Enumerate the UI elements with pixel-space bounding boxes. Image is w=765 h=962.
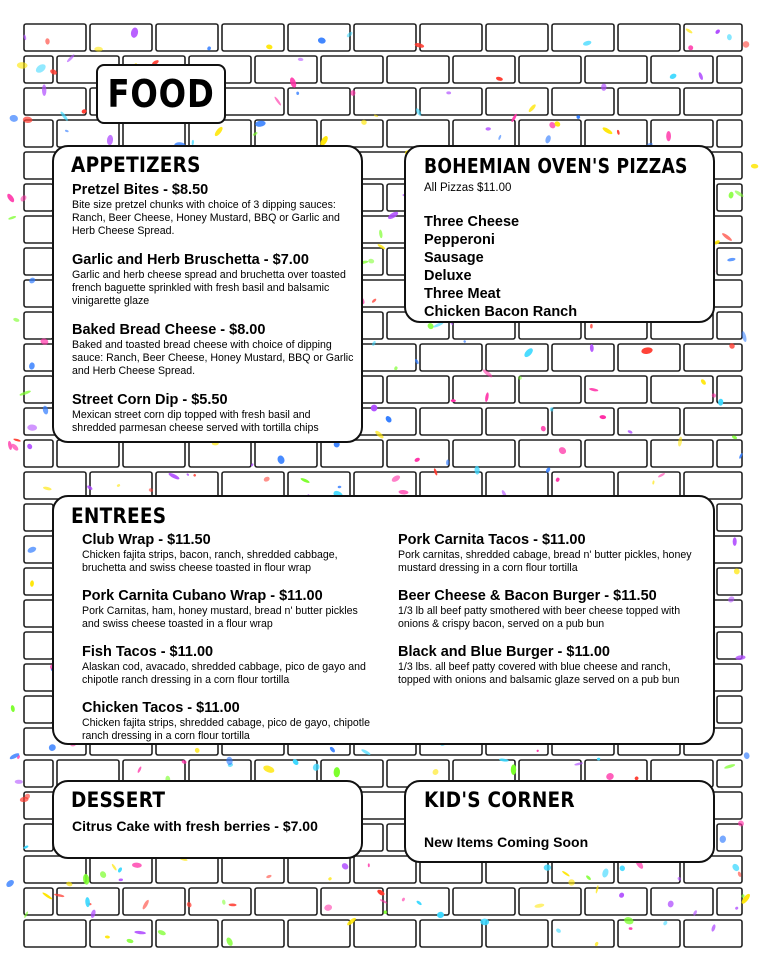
pizza-item: Three Cheese (424, 214, 520, 230)
brick (288, 856, 350, 883)
item-description: Pork carnitas, shredded cabage, bread n' butter pickles, honey mustard dressing in a corn flour tortilla (398, 549, 692, 574)
brick (321, 120, 383, 147)
kids-corner-note: New Items Coming Soon (424, 834, 589, 850)
item-description: Baked and toasted bread cheese with choice of dipping sauce: Ranch, Beer Cheese, Honey Mustard, BBQ or Garlic and Herb Cheese Spread. (72, 339, 354, 377)
brick (24, 248, 53, 275)
dessert-section (52, 780, 363, 859)
brick (255, 888, 317, 915)
brick (585, 120, 647, 147)
menu-item (398, 532, 698, 575)
brick (354, 344, 416, 371)
entrees-left-column (82, 532, 372, 756)
item-description: Bite size pretzel chunks with choice of 3 dipping sauces: Ranch, Beer Cheese, Honey Mustard, BBQ or Garlic and Herb Cheese Spread. (72, 199, 340, 237)
brick (717, 120, 742, 147)
brick (684, 920, 742, 947)
paint-drop (5, 879, 15, 889)
brick (24, 632, 53, 659)
entrees-right-column (398, 532, 698, 700)
paint-drop (463, 340, 466, 343)
item-description: Chicken fajita strips, shredded cabage, pico de gayo, chipotle ranch dressing in a corn flour tortilla (82, 717, 370, 742)
dessert-item: Citrus Cake with fresh berries - $7.00 (72, 818, 318, 834)
paint-drop (13, 438, 21, 442)
brick (387, 440, 449, 467)
brick (453, 56, 515, 83)
brick (585, 440, 647, 467)
pizza-item: Sausage (424, 250, 484, 266)
brick (420, 920, 482, 947)
brick (552, 408, 614, 435)
paint-drop (743, 752, 750, 760)
brick (552, 344, 614, 371)
brick (618, 88, 680, 115)
brick (486, 24, 548, 51)
brick (552, 920, 614, 947)
brick (24, 920, 86, 947)
brick (354, 408, 416, 435)
brick (717, 888, 742, 915)
brick (387, 56, 449, 83)
brick (24, 376, 53, 403)
kids-corner-section (404, 780, 715, 863)
brick (651, 56, 713, 83)
brick (618, 24, 680, 51)
paint-drop (733, 537, 737, 546)
brick (717, 56, 742, 83)
brick (420, 408, 482, 435)
item-description: Garlic and herb cheese spread and bruchetta over toasted french baguette sprinkled with fresh basil and balsamic vinigarette glaze (72, 269, 346, 307)
brick (717, 632, 742, 659)
brick (717, 440, 742, 467)
item-name: Club Wrap - $11.50 (82, 532, 211, 548)
brick (222, 856, 284, 883)
menu-item (82, 532, 372, 575)
item-name: Pork Carnita Cubano Wrap - $11.00 (82, 588, 323, 604)
brick (123, 120, 185, 147)
brick (486, 408, 548, 435)
brick (519, 56, 581, 83)
brick (354, 920, 416, 947)
menu-title-text: FOOD (107, 72, 215, 116)
brick (387, 120, 449, 147)
brick (585, 56, 647, 83)
item-name: Street Corn Dip - $5.50 (72, 392, 228, 408)
brick (585, 888, 647, 915)
brick (618, 920, 680, 947)
menu-item (398, 588, 698, 631)
brick (24, 504, 53, 531)
item-description: Pork Carnitas, ham, honey mustard, bread n' butter pickles and swiss cheese toasted in a flour wrap (82, 605, 358, 630)
brick (453, 888, 515, 915)
pizzas-heading: BOHEMIAN OVEN'S PIZZAS (424, 154, 688, 178)
brick (24, 120, 53, 147)
paint-drop (743, 41, 750, 48)
appetizers-heading: APPETIZERS (71, 153, 201, 177)
brick (717, 248, 742, 275)
paint-drop (10, 705, 15, 713)
brick (24, 312, 53, 339)
item-name: Black and Blue Burger - $11.00 (398, 644, 610, 660)
brick (387, 376, 449, 403)
pizza-item: Deluxe (424, 268, 472, 284)
brick (552, 24, 614, 51)
brick (354, 856, 416, 883)
brick (24, 888, 53, 915)
item-description: Alaskan cod, avacado, shredded cabbage, pico de gayo and chipotle ranch dressing in a corn flour tortilla (82, 661, 366, 686)
paint-drop (666, 131, 671, 141)
item-name: Beer Cheese & Bacon Burger - $11.50 (398, 588, 657, 604)
menu-item (72, 322, 354, 378)
brick (24, 568, 53, 595)
brick (486, 344, 548, 371)
menu-item (82, 588, 372, 631)
pizza-item: Three Meat (424, 286, 501, 302)
brick (486, 920, 548, 947)
item-name: Pretzel Bites - $8.50 (72, 182, 209, 198)
brick (717, 760, 742, 787)
brick (717, 696, 742, 723)
brick (288, 24, 350, 51)
menu-item (82, 700, 372, 743)
brick (453, 120, 515, 147)
brick (420, 344, 482, 371)
brick (354, 24, 416, 51)
item-name: Fish Tacos - $11.00 (82, 644, 214, 660)
brick (717, 504, 742, 531)
brick (684, 408, 742, 435)
kids-corner-heading: KID'S CORNER (424, 788, 575, 812)
brick (354, 88, 416, 115)
pizza-price: All Pizzas $11.00 (424, 182, 512, 194)
brick (24, 856, 86, 883)
item-description: Mexican street corn dip topped with fresh basil and shredded parmesan cheese served with tortilla chips (72, 409, 319, 434)
brick (321, 56, 383, 83)
brick (222, 88, 284, 115)
menu-item (82, 644, 372, 687)
brick (24, 824, 53, 851)
brick (519, 376, 581, 403)
item-description: 1/3 lbs. all beef patty covered with blue cheese and ranch, topped with onions and balsamic glaze served on a pub bun (398, 661, 680, 686)
brick (453, 440, 515, 467)
brick (453, 376, 515, 403)
brick (24, 760, 53, 787)
brick (24, 184, 53, 211)
item-name: Pork Carnita Tacos - $11.00 (398, 532, 586, 548)
pizzas-section (404, 145, 715, 323)
brick (24, 88, 86, 115)
entrees-heading: ENTREES (71, 504, 167, 528)
brick (552, 88, 614, 115)
brick (420, 88, 482, 115)
brick (717, 312, 742, 339)
pizza-list (424, 213, 577, 321)
brick (288, 920, 350, 947)
brick (420, 24, 482, 51)
menu-item (72, 182, 354, 238)
brick (486, 88, 548, 115)
item-description: 1/3 lb all beef patty smothered with beer cheese topped with onions & crispy bacon, served on a pub bun (398, 605, 681, 630)
paint-drop (13, 317, 20, 322)
pizza-item: Chicken Bacon Ranch (424, 304, 578, 320)
brick (321, 888, 383, 915)
brick (255, 56, 317, 83)
brick (24, 696, 53, 723)
brick (519, 440, 581, 467)
brick (651, 888, 713, 915)
brick (222, 24, 284, 51)
item-name: Chicken Tacos - $11.00 (82, 700, 240, 716)
appetizers-section (52, 145, 363, 443)
entrees-section (52, 495, 715, 745)
paint-drop (9, 114, 18, 122)
pizza-item: Pepperoni (424, 232, 495, 248)
appetizers-list (72, 182, 354, 449)
menu-title (96, 64, 226, 124)
dessert-heading: DESSERT (71, 788, 166, 812)
brick (684, 88, 742, 115)
brick (618, 408, 680, 435)
brick (519, 888, 581, 915)
item-name: Baked Bread Cheese - $8.00 (72, 322, 266, 338)
menu-item (398, 644, 698, 687)
brick (651, 120, 713, 147)
brick (189, 888, 251, 915)
brick (123, 888, 185, 915)
menu-item (72, 252, 354, 308)
paint-drop (751, 164, 759, 169)
item-description: Chicken fajita strips, bacon, ranch, shredded cabbage, bruchetta and swiss cheese toasted in flour wrap (82, 549, 338, 574)
brick (651, 440, 713, 467)
paint-drop (8, 215, 17, 220)
brick (24, 24, 86, 51)
paint-drop (15, 780, 23, 784)
menu-item (72, 392, 354, 435)
item-name: Garlic and Herb Bruschetta - $7.00 (72, 252, 309, 268)
paint-drop (6, 193, 16, 204)
